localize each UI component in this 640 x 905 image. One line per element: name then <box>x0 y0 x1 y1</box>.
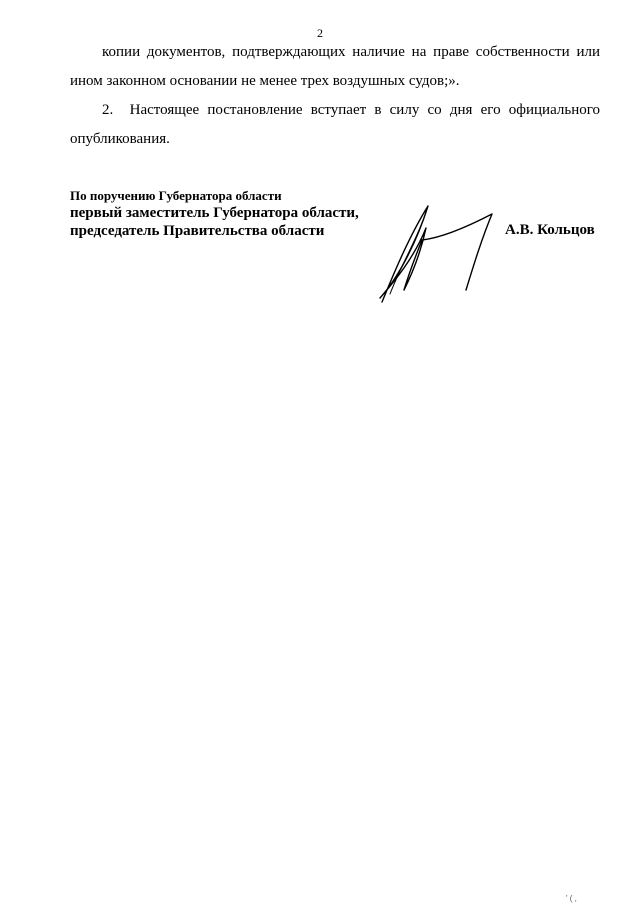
paragraph-text: Настоящее постановление вступает в силу со дня его официального опубликования. <box>70 102 600 147</box>
signature-instruction: По поручению Губернатора области <box>70 188 282 203</box>
signatory-title-line-1: первый заместитель Губернатора области, <box>70 205 359 221</box>
page-number: 2 <box>317 26 323 40</box>
footer-mark: ' ( , <box>566 894 577 903</box>
numbered-paragraph <box>70 96 600 154</box>
signatory-title-line-2: председатель Правительства области <box>70 223 325 239</box>
signatory-name: А.В. Кольцов <box>505 222 595 238</box>
document-body <box>70 38 600 154</box>
continuation-paragraph: копии документов, подтверждающих наличие на праве собственности или ином законном основании не менее трех воздушных судов;». <box>70 44 600 89</box>
handwritten-signature <box>370 198 500 308</box>
paragraph-number: 2. <box>102 102 114 118</box>
